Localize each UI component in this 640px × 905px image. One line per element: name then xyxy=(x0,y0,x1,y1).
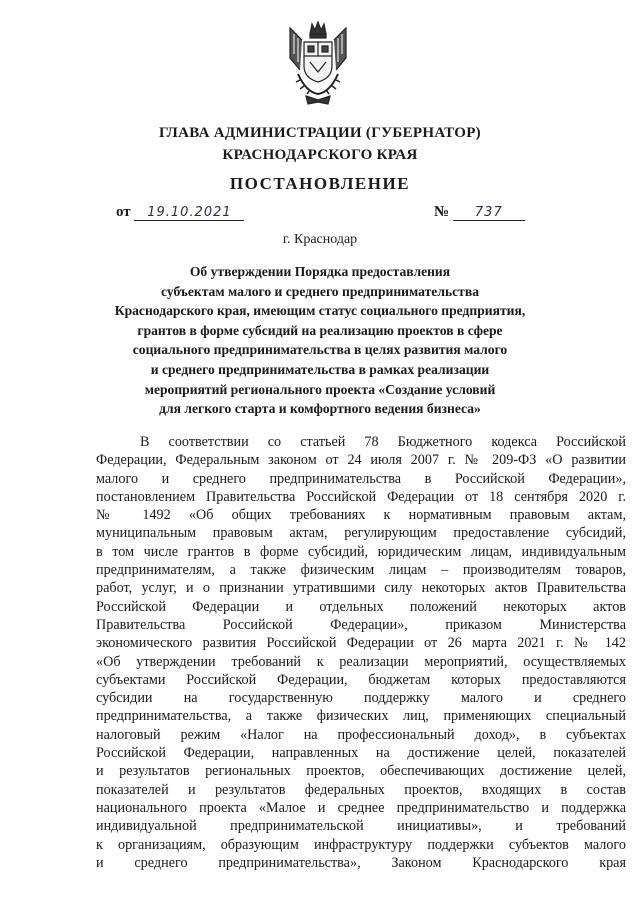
number-value: 737 xyxy=(453,205,525,221)
title-line: субъектам малого и среднего предпринимательства xyxy=(160,283,479,299)
body-line: предпринимательства, а также физических лиц, применяющих специальный xyxy=(96,708,626,725)
body-line: муниципальным правовым актам, регулирующим предоставление субсидий, xyxy=(96,525,626,542)
body-line: экономического развития Российской Федерации от 26 марта 2021 г. № 142 xyxy=(96,635,626,652)
number-prefix: № xyxy=(434,204,450,220)
body-line: к организациям, образующим инфраструктуру поддержки субъектов малого xyxy=(96,836,626,853)
title-line: грантов в форме субсидий на реализацию проектов в сфере xyxy=(137,322,503,338)
body-line: и результатов региональных проектов, обеспечивающих достижение целей, xyxy=(96,763,626,780)
document-type-heading: ПОСТАНОВЛЕНИЕ xyxy=(229,174,411,193)
body-line: постановлением Правительства Российской Федерации от 18 сентября 2020 г. xyxy=(96,488,626,505)
authority-title-line-2: КРАСНОДАРСКОГО КРАЯ xyxy=(222,147,418,163)
title-line: Краснодарского края, имеющим статус социального предприятия, xyxy=(114,303,526,319)
title-line: социального предпринимательства в целях развития малого xyxy=(132,342,508,358)
body-line: национального проекта «Малое и среднее предпринимательство и поддержка xyxy=(96,799,626,816)
body-line: субъектами Российской Федерации, бюджетам которых предоставляются xyxy=(96,671,626,688)
authority-title-line-1: ГЛАВА АДМИНИСТРАЦИИ (ГУБЕРНАТОР) xyxy=(159,125,481,141)
body-line: и среднего предпринимательства», Законом Краснодарского края xyxy=(96,854,626,871)
document-title xyxy=(110,262,530,419)
title-line: для легкого старта и комфортного ведения бизнеса» xyxy=(159,401,481,417)
date-value: 19.10.2021 xyxy=(134,205,244,221)
date-prefix: от xyxy=(116,204,131,220)
document-body xyxy=(96,433,626,872)
coat-of-arms-drawing xyxy=(286,18,350,106)
body-line: Правительства Российской Федерации», приказом Министерства xyxy=(96,616,626,633)
place-of-issue: г. Краснодар xyxy=(282,232,358,247)
body-line: малого и среднего предпринимательства в Российской Федерации», xyxy=(96,470,626,487)
body-line: субсидии на государственную поддержку малого и среднего xyxy=(96,690,626,707)
body-line: налоговый режим «Налог на профессиональный доход», в субъектах xyxy=(96,726,626,743)
title-line: мероприятий регионального проекта «Создание условий xyxy=(144,381,496,397)
body-line: «Об утверждении требований к реализации мероприятий, осуществляемых xyxy=(96,653,626,670)
body-line: В соответствии со статьей 78 Бюджетного кодекса Российской xyxy=(140,434,626,450)
body-line: в том числе грантов в форме субсидий, юридическим лицам, индивидуальным xyxy=(96,543,626,560)
body-line: индивидуальной предпринимательской инициативы», и требований xyxy=(96,818,626,835)
body-line: № 1492 «Об общих требованиях к нормативным правовым актам, xyxy=(96,507,626,524)
body-line: работ, услуг, и о признании утратившими силу некоторых актов Правительства xyxy=(96,580,626,597)
body-line: Федерации, Федеральным законом от 24 июля 2007 г. № 209-ФЗ «О развитии xyxy=(96,452,626,469)
title-line: и среднего предпринимательства в рамках реализации xyxy=(150,361,490,377)
body-line: предпринимателям, а также физическим лицам – производителям товаров, xyxy=(96,562,626,579)
body-line: показателей и результатов федеральных проектов, входящих в состав xyxy=(96,781,626,798)
krasnodar-coat-of-arms-icon xyxy=(286,18,350,106)
title-line: Об утверждении Порядка предоставления xyxy=(189,264,451,279)
document-date xyxy=(116,204,244,221)
body-line: Российской Федерации и отдельных положений некоторых актов xyxy=(96,598,626,615)
document-number xyxy=(434,204,525,221)
body-line: Российской Федерации, направленных на достижение целей, показателей xyxy=(96,745,626,762)
